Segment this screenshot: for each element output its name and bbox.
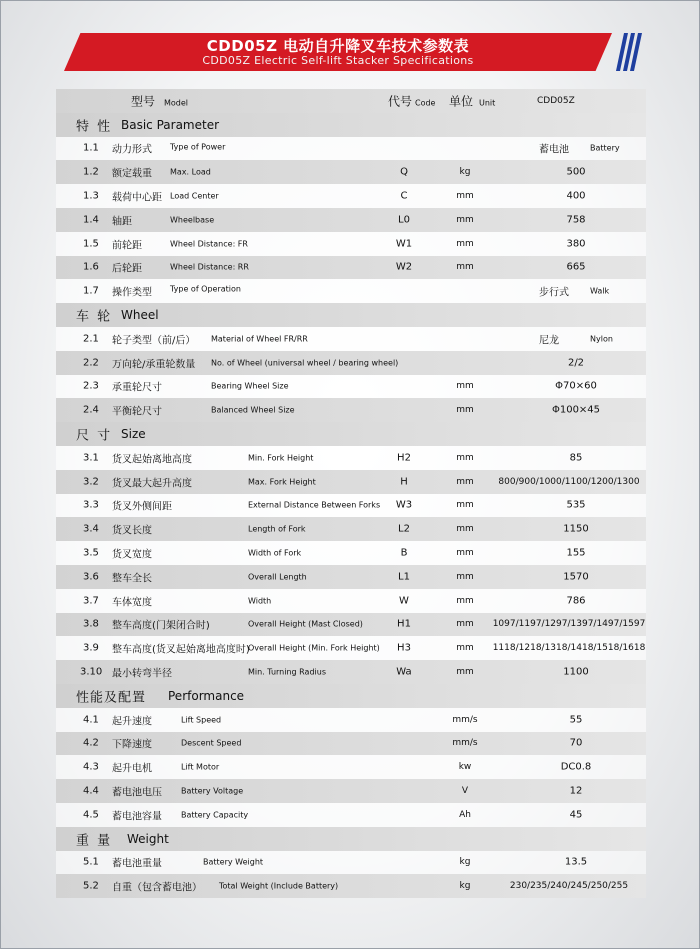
table-row [56,327,646,351]
row-unit: mm [456,500,474,511]
table-row [56,137,646,161]
row-label-en: Min. Turning Radius [248,667,326,677]
row-label-en: Overall Length [248,572,307,582]
table-row [56,279,646,303]
table-row [56,446,646,470]
row-value: 1118/1218/1318/1418/1518/1618 [492,643,646,654]
row-unit: kg [459,881,471,892]
row-label-cn: 万向轮/承重轮数量 [112,359,196,371]
row-num: 4.3 [83,761,99,773]
row-label-en: Width [248,596,272,606]
row-unit: kg [459,857,471,868]
row-value-en: Nylon [590,334,613,344]
row-label-cn: 车体宽度 [112,597,152,609]
row-label-en: Type of Power [170,142,226,152]
row-unit: mm [456,405,474,416]
row-label-en: Length of Fork [248,524,306,534]
row-label-en: Wheel Distance: RR [170,262,249,272]
row-label-cn: 蓄电池重量 [112,858,162,870]
row-label-cn: 后轮距 [112,263,142,275]
table-row [56,851,646,875]
row-label-en: Load Center [170,191,219,201]
row-code: B [400,547,408,559]
row-value: DC0.8 [560,761,592,773]
row-label-en: Total Weight (Include Battery) [219,881,339,891]
row-label-cn: 自重（包含蓄电池） [112,882,202,894]
row-code: H [400,476,408,488]
table-row [56,732,646,756]
row-label-en: External Distance Between Forks [248,500,381,510]
table-row [56,375,646,399]
row-label-cn: 轮子类型（前/后） [112,335,196,347]
table-row [56,184,646,208]
row-num: 3.2 [83,476,99,488]
row-num: 2.1 [83,333,99,345]
row-num: 3.6 [83,571,99,583]
decorative-stripes-icon [612,33,642,71]
row-code: H1 [397,618,411,630]
row-code: W2 [395,261,413,273]
table-row [56,613,646,637]
row-value: 665 [566,261,586,273]
row-label-cn: 最小转弯半径 [112,668,172,680]
row-label-en: Wheelbase [170,215,215,225]
row-code: Q [400,166,408,178]
row-num: 4.2 [83,737,99,749]
row-label-cn: 起升电机 [112,763,152,775]
section-weight [56,827,646,851]
row-label-en: Max. Fork Height [248,477,316,487]
row-value: 500 [566,166,586,178]
row-value: 1150 [563,523,589,535]
row-code: L2 [398,523,410,535]
header-model-cn: 型号 [131,94,156,109]
table-row [56,589,646,613]
table-header [56,89,646,113]
row-unit: Ah [459,809,471,820]
row-code: Wa [396,666,412,678]
row-value: 70 [569,737,583,749]
section-size [56,422,646,446]
row-label-cn: 前轮距 [112,240,142,252]
row-label-en: Overall Height (Min. Fork Height) [248,643,380,653]
title-en: CDD05Z Electric Self-lift Stacker Specifications [202,54,474,67]
row-value: 1570 [563,571,589,583]
row-value: 1097/1197/1297/1397/1497/1597 [492,619,646,630]
row-value: 786 [566,595,586,607]
row-unit: kg [459,167,471,178]
table-row [56,708,646,732]
row-value-cn: 步行式 [539,287,569,299]
header-code-en: Code [415,98,436,108]
row-num: 4.4 [83,785,99,797]
row-value: 55 [569,714,583,726]
row-num: 1.7 [83,285,99,297]
header-unit-cn: 单位 [449,94,474,109]
row-label-en: Battery Capacity [181,810,249,820]
row-value: 13.5 [564,856,588,868]
row-unit: mm [456,619,474,630]
row-num: 3.8 [83,618,99,630]
row-code: L1 [398,571,410,583]
row-num: 4.5 [83,809,99,821]
row-label-cn: 货叉外侧间距 [112,501,172,513]
row-unit: kw [458,762,472,773]
row-value: 400 [566,190,586,202]
row-unit: mm [456,452,474,463]
row-label-en: Width of Fork [248,548,302,558]
row-value: 535 [566,499,586,511]
row-value: Φ100×45 [551,404,601,416]
row-value: 85 [569,452,583,464]
section-title-cn: 重 量 [76,833,113,849]
row-label-en: Min. Fork Height [248,453,314,463]
row-label-en: Max. Load [170,167,211,177]
table-row [56,232,646,256]
section-basic [56,113,646,137]
row-num: 4.1 [83,714,99,726]
row-label-en: Battery Voltage [181,786,244,796]
row-label-cn: 轴距 [112,216,132,228]
row-value-en: Battery [590,143,620,153]
header-unit-en: Unit [479,98,496,108]
row-unit: mm/s [452,714,478,725]
row-num: 3.4 [83,523,99,535]
row-num: 1.1 [83,142,99,154]
row-code: C [400,190,408,202]
row-value: 380 [566,238,586,250]
table-row [56,470,646,494]
row-unit: mm [456,524,474,535]
row-unit: mm [456,667,474,678]
row-num: 3.5 [83,547,99,559]
row-label-cn: 货叉长度 [112,525,152,537]
row-label-cn: 整车高度(门架闭合时) [112,620,210,632]
row-num: 1.2 [83,166,99,178]
row-label-cn: 承重轮尺寸 [112,382,162,394]
row-unit: mm [456,214,474,225]
table-row [56,494,646,518]
row-num: 1.6 [83,261,99,273]
row-unit: mm [456,548,474,559]
row-num: 1.5 [83,238,99,250]
row-num: 5.2 [83,880,99,892]
row-value: 45 [569,809,583,821]
row-unit: mm [456,238,474,249]
row-label-en: Lift Speed [181,715,222,725]
row-value: 1100 [563,666,589,678]
table-row [56,160,646,184]
row-num: 2.3 [83,380,99,392]
row-unit: mm [456,571,474,582]
table-row [56,779,646,803]
row-unit: mm [456,262,474,273]
row-num: 3.3 [83,499,99,511]
row-label-en: Type of Operation [170,284,241,294]
row-label-en: Wheel Distance: FR [170,239,248,249]
row-label-en: Balanced Wheel Size [211,405,295,415]
row-value: 12 [569,785,583,797]
header-code-cn: 代号 [388,94,413,109]
row-label-en: Lift Motor [181,762,220,772]
row-label-cn: 货叉最大起升高度 [112,478,192,490]
section-title-cn: 性能及配置 [76,690,147,706]
table-row [56,636,646,660]
table-row [56,517,646,541]
section-wheel [56,303,646,327]
row-label-cn: 整车高度(货叉起始离地高度时) [112,644,250,656]
row-label-cn: 动力形式 [112,144,152,156]
header-model-value: CDD05Z [537,95,575,106]
table-row [56,398,646,422]
section-title-cn: 特 性 [76,119,113,135]
row-value-cn: 蓄电池 [539,144,569,156]
row-code: W [399,595,409,607]
row-num: 3.7 [83,595,99,607]
row-value-cn: 尼龙 [539,335,559,347]
row-unit: mm [456,381,474,392]
row-unit: mm [456,595,474,606]
row-value: 2/2 [567,357,585,369]
row-unit: mm/s [452,738,478,749]
header-model-en: Model [164,98,189,108]
row-label-en: Battery Weight [203,857,264,867]
row-label-en: Material of Wheel FR/RR [211,334,308,344]
table-row [56,541,646,565]
row-code: W1 [395,238,413,250]
table-row [56,256,646,280]
row-label-en: Bearing Wheel Size [211,381,289,391]
row-label-en: Overall Height (Mast Closed) [248,619,363,629]
row-label-cn: 下降速度 [112,739,152,751]
row-code: H3 [397,642,411,654]
row-value: Φ70×60 [555,380,597,392]
section-title-cn: 车 轮 [76,309,113,325]
row-label-cn: 起升速度 [112,716,152,728]
row-value: 758 [566,214,586,226]
row-label-cn: 整车全长 [112,573,152,585]
row-num: 3.10 [80,666,103,678]
row-label-cn: 平衡轮尺寸 [112,406,162,418]
row-num: 3.9 [83,642,99,654]
row-value: 155 [566,547,586,559]
row-code: L0 [398,214,410,226]
row-label-cn: 蓄电池电压 [112,787,162,799]
table-row [56,874,646,898]
row-unit: mm [456,191,474,202]
section-title-en: Basic Parameter [121,117,220,132]
row-num: 2.4 [83,404,99,416]
row-label-en: No. of Wheel (universal wheel / bearing wheel) [211,358,399,368]
table-row [56,351,646,375]
table-row [56,208,646,232]
row-label-cn: 货叉起始离地高度 [112,454,192,466]
row-value: 800/900/1000/1100/1200/1300 [498,476,640,487]
row-label-cn: 操作类型 [112,287,152,299]
section-title-cn: 尺 寸 [76,428,113,444]
table-row [56,565,646,589]
table-row [56,755,646,779]
row-value: 230/235/240/245/250/255 [509,881,629,892]
section-title-en: Size [121,427,146,442]
row-code: H2 [397,452,411,464]
row-unit: mm [456,643,474,654]
row-label-cn: 蓄电池容量 [112,811,162,823]
row-num: 1.3 [83,190,99,202]
row-num: 1.4 [83,214,99,226]
row-code: W3 [395,499,413,511]
row-label-cn: 载荷中心距 [112,192,162,204]
row-value-en: Walk [590,286,610,296]
section-title-en: Wheel [121,308,159,323]
title-cn: CDD05Z 电动自升降叉车技术参数表 [206,37,470,55]
row-label-cn: 额定载重 [112,168,152,180]
row-label-en: Descent Speed [181,738,242,748]
spec-table [56,89,646,898]
row-unit: mm [456,476,474,487]
row-num: 2.2 [83,357,99,369]
section-title-en: Weight [127,831,169,846]
row-unit: V [461,786,469,796]
section-title-en: Performance [168,688,245,703]
row-num: 5.1 [83,856,99,868]
row-label-cn: 货叉宽度 [112,549,152,561]
table-row [56,803,646,827]
section-performance [56,684,646,708]
row-num: 3.1 [83,452,99,464]
table-row [56,660,646,684]
